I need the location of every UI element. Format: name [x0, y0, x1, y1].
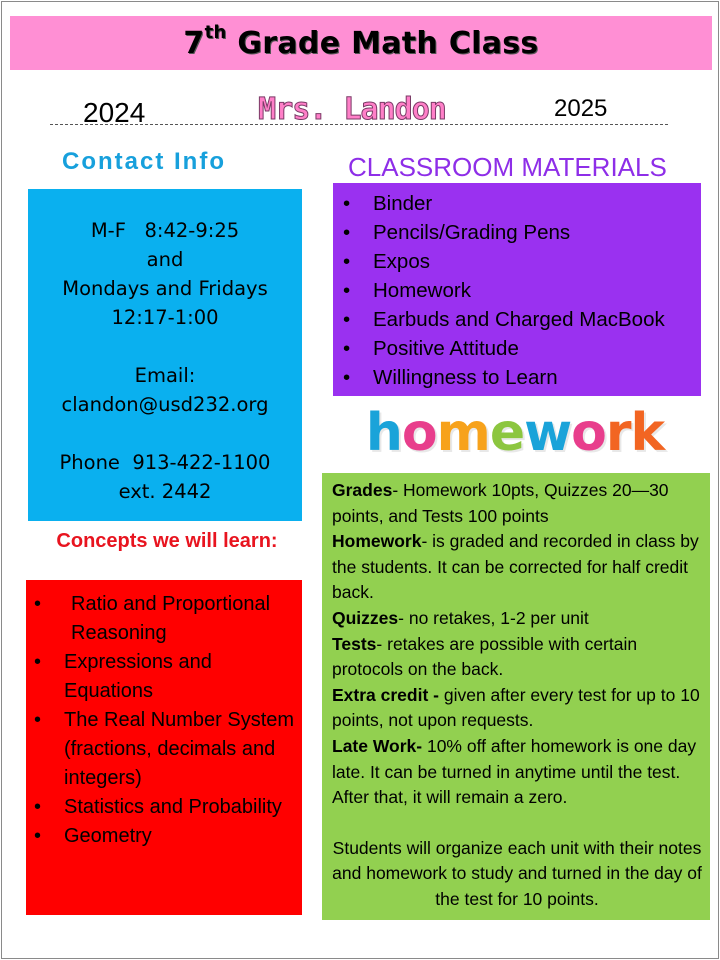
list-item: • Positive Attitude	[343, 334, 701, 363]
list-item: • Ratio and Proportional Reasoning	[34, 590, 302, 648]
concepts-box	[26, 580, 302, 915]
list-item: • Statistics and Probability	[34, 793, 302, 822]
office-hours-and: and	[146, 248, 184, 271]
end-year: 2025	[554, 95, 608, 122]
title-banner	[10, 16, 712, 70]
concepts-list	[34, 590, 302, 851]
homework-logo-letter: h	[365, 403, 402, 463]
concepts-heading: Concepts we will learn:	[56, 530, 278, 552]
office-hours-time: 12:17-1:00	[111, 306, 219, 329]
list-item: • Binder	[343, 189, 701, 218]
page-frame	[1, 1, 719, 959]
office-hours-days: Mondays and Fridays	[62, 277, 268, 300]
list-item: • Pencils/Grading Pens	[343, 218, 701, 247]
homework-logo-letter: k	[630, 403, 665, 463]
grading-policy-box	[322, 473, 710, 920]
email-label: Email:	[134, 364, 196, 387]
homework-logo	[365, 400, 665, 466]
policy-late-work: Late Work- 10% off after homework is one day late. It can be turned in anytime until the test. After that, it will remain a zero.	[332, 735, 697, 808]
homework-logo-letter: o	[571, 403, 606, 463]
materials-heading: CLASSROOM MATERIALS	[348, 152, 667, 182]
list-item: • Geometry	[34, 822, 302, 851]
phone-number: Phone 913-422-1100	[59, 451, 271, 474]
policy-closing: Students will organize each unit with their notes and homework to study and turned in the day of the test for 10 points.	[332, 837, 702, 909]
policy-quizzes: Quizzes- no retakes, 1-2 per unit	[332, 607, 589, 628]
policy-tests: Tests- retakes are possible with certain protocols on the back.	[332, 633, 638, 680]
page-title: 7th Grade Math Class	[183, 21, 539, 61]
list-item: • Expressions and Equations	[34, 648, 302, 706]
phone-extension: ext. 2442	[118, 480, 212, 503]
homework-logo-letter: w	[524, 403, 572, 463]
homework-logo-letter: o	[401, 403, 437, 463]
contact-heading: Contact Info	[62, 148, 226, 175]
policy-extra-credit: Extra credit - given after every test for up to 10 points, not upon requests.	[332, 684, 700, 731]
email-address: clandon@usd232.org	[61, 393, 269, 416]
homework-logo-letter: e	[489, 403, 525, 463]
list-item: • Expos	[343, 247, 701, 276]
office-hours-line: M-F 8:42-9:25	[90, 219, 240, 242]
materials-list	[343, 189, 701, 392]
teacher-name: Mrs. Landon	[258, 92, 446, 127]
homework-logo-letter: r	[605, 403, 631, 463]
policy-grades: Grades- Homework 10pts, Quizzes 20—30 points, and Tests 100 points	[332, 480, 669, 526]
list-item: • Willingness to Learn	[343, 363, 701, 392]
start-year: 2024	[83, 97, 146, 128]
contact-box	[28, 189, 302, 521]
homework-logo-letter: m	[436, 403, 490, 463]
list-item: • Earbuds and Charged MacBook	[343, 305, 701, 334]
policy-homework: Homework- is graded and recorded in class by the students. It can be corrected for half credit back.	[332, 531, 699, 603]
materials-box	[333, 183, 701, 396]
list-item: • The Real Number System (fractions, decimals and integers)	[34, 706, 302, 793]
dashed-divider	[50, 124, 668, 125]
list-item: • Homework	[343, 276, 701, 305]
